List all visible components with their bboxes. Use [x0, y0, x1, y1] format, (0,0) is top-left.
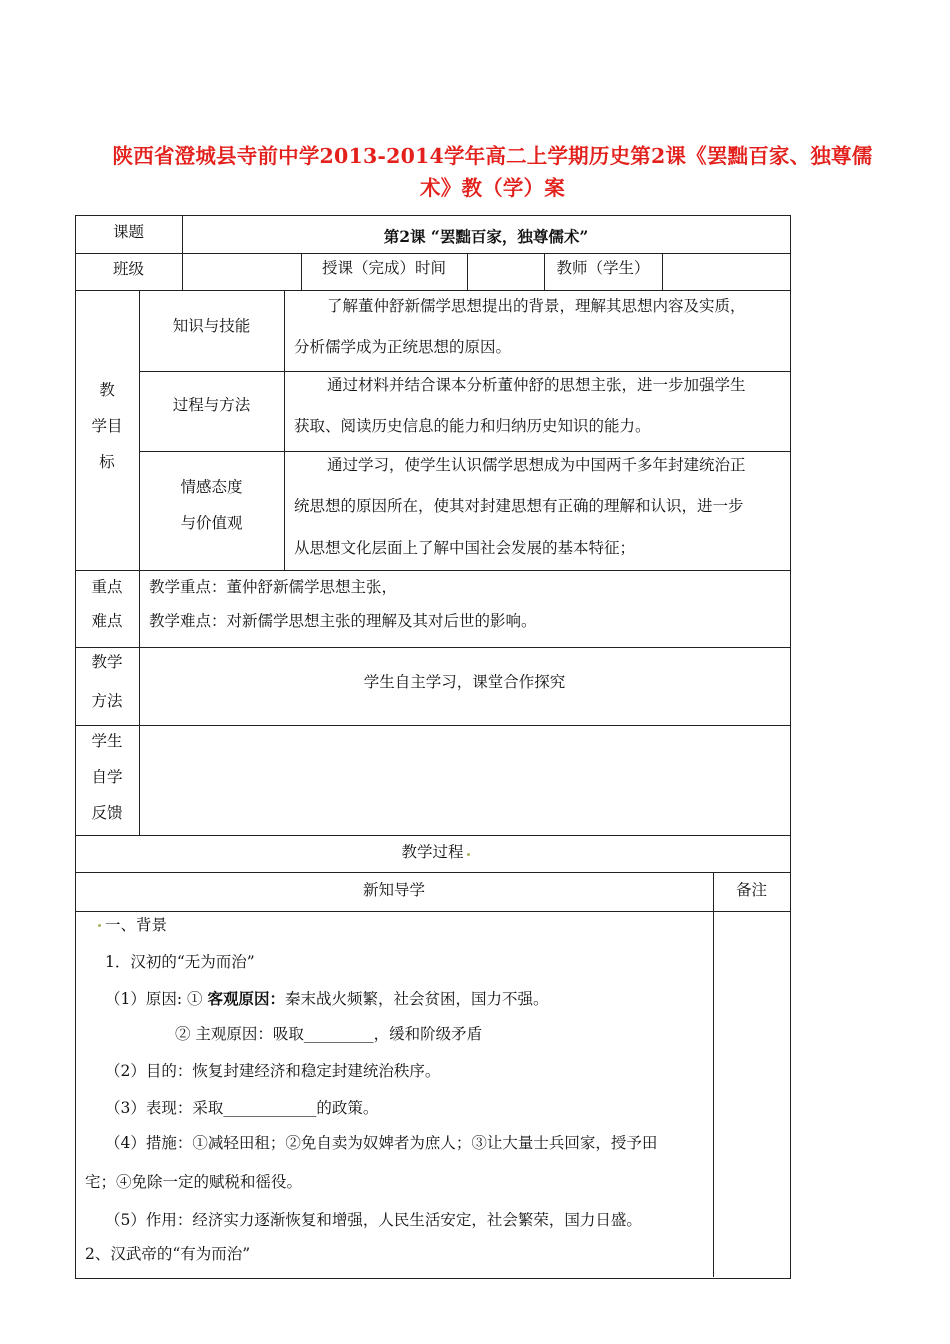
objective-reason-text: 秦末战火频繁，社会贫困，国力不强。: [284, 990, 549, 1008]
process-label: 过程与方法: [172, 396, 251, 414]
content-line-5: （2）目的：恢复封建经济和稳定封建统治秩序。: [105, 1062, 441, 1080]
table-rule: [75, 570, 791, 571]
document-title: [75, 140, 910, 204]
keypoints-label-1: 重点: [91, 578, 123, 596]
content-line-7: （4）措施：①减轻田租；②免自卖为奴婢者为庶人；③让大量士兵回家，授予田: [105, 1134, 658, 1152]
stray-mark: [98, 924, 101, 927]
objectives-label-1: 教: [99, 381, 115, 399]
method-label-2: 方法: [91, 692, 123, 710]
feedback-label-1: 学生: [91, 732, 123, 750]
title-line-1: 陕西省澄城县寺前中学2013-2014学年高二上学期历史第2课《罢黜百家、独尊儒: [112, 144, 873, 168]
keypoints-line-2: 教学难点：对新儒学思想主张的理解及其对后世的影响。: [149, 612, 537, 630]
objectives-label-2: 学目: [91, 417, 123, 435]
emotion-line-1: 通过学习，使学生认识儒学思想成为中国两千多年封建统治正: [327, 456, 746, 474]
content-line-3: [105, 989, 548, 1009]
table-rule: [75, 835, 791, 836]
process-line-2: 获取、阅读历史信息的能力和归纳历史知识的能力。: [294, 417, 651, 435]
objective-reason-label: 客观原因：: [207, 989, 285, 1008]
topic-label: 课题: [112, 223, 144, 241]
table-rule: [139, 371, 791, 372]
method-value: 学生自主学习，课堂合作探究: [363, 673, 566, 691]
process-header: 教学过程: [401, 843, 464, 861]
content-line-2: 1．汉初的“无为而治”: [105, 953, 255, 971]
column-main-header: 新知导学: [362, 881, 425, 899]
table-rule: [662, 253, 663, 290]
class-label: 班级: [112, 260, 144, 278]
content-line-9: （5）作用：经济实力逐渐恢复和增强，人民生活安定，社会繁荣，国力日盛。: [105, 1211, 642, 1229]
table-rule: [467, 253, 468, 290]
process-line-1: 通过材料并结合课本分析董仲舒的思想主张，进一步加强学生: [327, 376, 746, 394]
knowledge-line-1: 了解董仲舒新儒学思想提出的背景，理解其思想内容及实质，: [327, 297, 746, 315]
feedback-label-2: 自学: [91, 768, 123, 786]
table-rule: [75, 647, 791, 648]
emotion-label-1: 情感态度: [180, 478, 243, 496]
method-label-1: 教学: [91, 653, 123, 671]
stray-mark: [467, 853, 470, 856]
content-line-8: 宅；④免除一定的赋税和徭役。: [85, 1173, 303, 1191]
column-notes-header: 备注: [735, 881, 767, 899]
emotion-line-3: 从思想文化层面上了解中国社会发展的基本特征；: [294, 539, 636, 557]
table-rule: [139, 725, 140, 835]
table-rule: [75, 911, 791, 912]
teacher-label: 教师（学生）: [556, 259, 650, 277]
keypoints-line-1: 教学重点：董仲舒新儒学思想主张，: [149, 578, 398, 596]
table-rule: [139, 451, 791, 452]
title-line-2: 术》教（学）案: [420, 176, 565, 200]
feedback-label-3: 反馈: [91, 804, 123, 822]
table-rule: [139, 570, 140, 647]
table-rule: [713, 872, 714, 1277]
content-line-1: 一、背景: [105, 916, 168, 934]
emotion-line-2: 统思想的原因所在，使其对封建思想有正确的理解和认识，进一步: [294, 497, 744, 515]
reason-prefix: （1）原因: ①: [105, 990, 208, 1008]
knowledge-label: 知识与技能: [172, 317, 251, 335]
time-label: 授课（完成）时间: [321, 259, 446, 277]
table-rule: [75, 290, 791, 291]
table-rule: [75, 872, 791, 873]
content-line-10: 2、汉武帝的“有为而治”: [85, 1245, 251, 1263]
emotion-label-2: 与价值观: [180, 514, 243, 532]
topic-value: 第2课 “罢黜百家，独尊儒术”: [383, 227, 589, 246]
table-rule: [75, 725, 791, 726]
keypoints-label-2: 难点: [91, 612, 123, 630]
objectives-label-3: 标: [99, 453, 115, 471]
content-line-4: ② 主观原因：吸取_________，缓和阶级矛盾: [175, 1025, 483, 1043]
content-line-6: （3）表现：采取____________的政策。: [105, 1099, 379, 1117]
table-rule: [284, 290, 285, 570]
knowledge-line-2: 分析儒学成为正统思想的原因。: [294, 338, 512, 356]
